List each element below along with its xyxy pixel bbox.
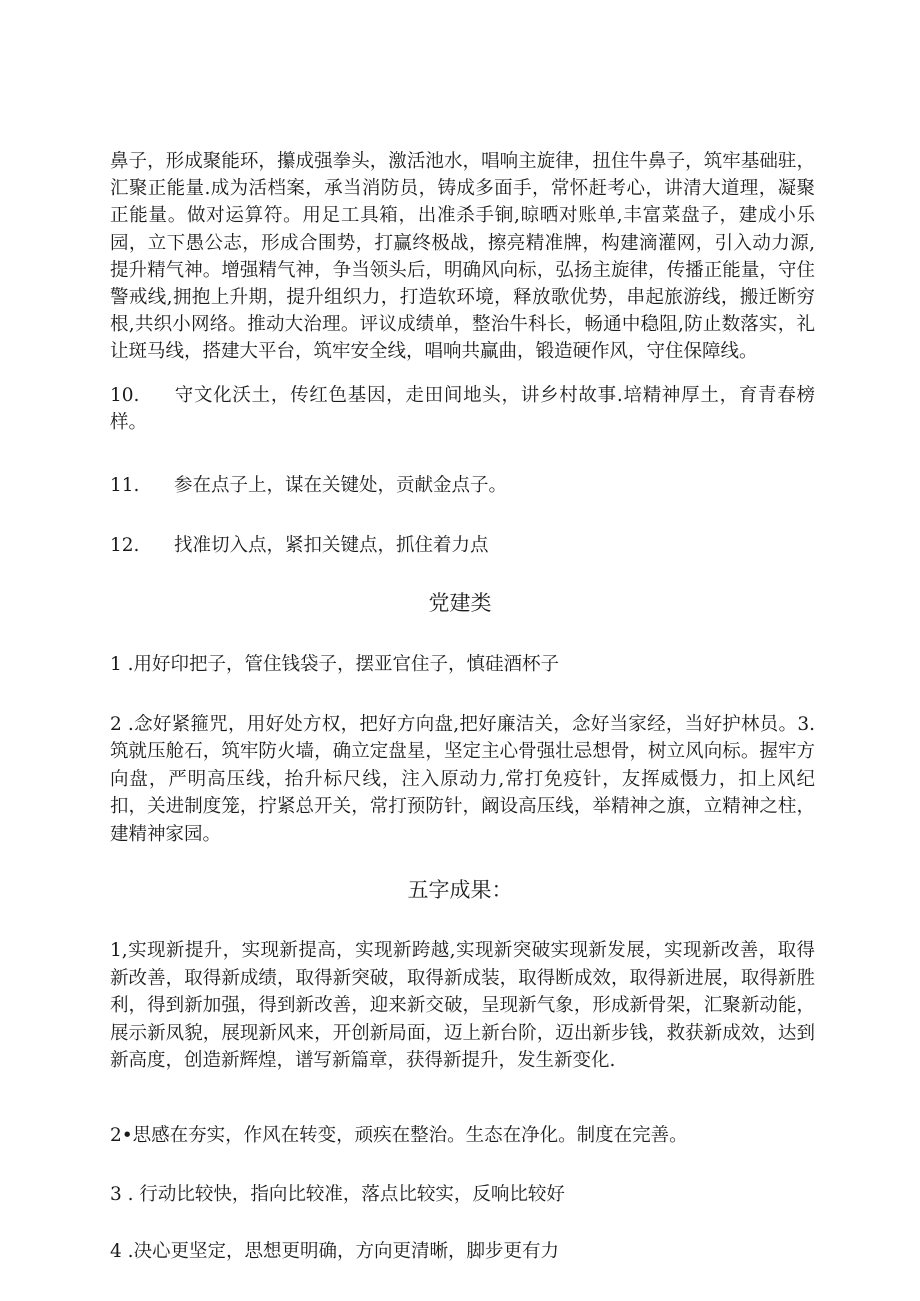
section-heading-five-character-results: 五字成果： [407,878,513,902]
item-text: 找准切入点，紧扣关键点，抓住着力点 [174,535,489,556]
section-heading-party-building: 党建类 [428,591,492,615]
party-paragraph-2: 2 .念好紧箍咒，用好处方权，把好方向盘,把好廉洁关，念好当家经，当好护林员。3.筑就压舱石，筑牢防火墙，确立定盘星，坚定主心骨强壮忌想骨，树立风向标。握牢方向盘，严明高压线，抬升标尺线，注入原动力,常打免疫针，友挥威慑力，扣上风纪扣，关进制度笼，拧紧总开关，常打预防针，阚设高压线，举精神之旗，立精神之柱，建精神家园。 [110,714,815,845]
results-paragraph-1: 1,实现新提升，实现新提高，实现新跨越,实现新突破实现新发展，实现新改善，取得新改善，取得新成绩，取得新突破，取得新成装，取得断成效，取得新进展，取得新胜利，得到新加强，得到新改善，迎来新交破，呈现新气象，形成新骨架，汇聚新动能，展示新凤貌，展现新风来，开创新局面，迈上新台阶，迈出新步钱，救获新成效，达到新高度，创造新辉煌，谱写新篇章，获得新提升，发生新变化. [110,940,815,1072]
list-item-10 [110,382,815,436]
item-number: 10. [110,385,140,406]
intro-paragraph: 鼻子，形成聚能环，攥成强拳头，激活池水，唱响主旋律，扭住牛鼻子，筑牢基础驻，汇聚正能量.成为活档案，承当消防员，铸成多面手，常怀赶考心，讲清大道理，凝聚正能量。做对运算符。用足工具箱，出准杀手锏,晾晒对账单,丰富菜盘子，建成小乐园，立下愚公志，形成合围势，打赢终极战，擦亮精准牌，构建滴灌网，引入动力源,提升精气神。增强精气神，争当领头后，明确风向标，弘扬主旋律，传播正能量，守住警戒线,拥抱上升期，提升组织力，打造软环境，释放歌优势，串起旅游线，搬迁断穷根,共织小网络。推动大治理。评议成绩单，整治牛科长，畅通中稳阻,防止数落实，礼让斑马线，搭建大平台，筑牢安全线，唱响共赢曲，锻造硬作风，守住保障线。 [110,151,815,363]
results-paragraph-2: 2•思感在夯实，作风在转变，顽疾在整治。生态在净化。制度在完善。 [110,1125,688,1146]
item-number: 11. [110,475,140,496]
party-paragraph-1: 1 .用好印把子，管住钱袋子，摆亚官住子，慎硅酒杯子 [110,654,560,675]
list-item-12 [110,532,815,559]
list-item-11 [110,472,815,499]
results-paragraph-3: 3 . 行动比较快，指向比较准，落点比较实，反响比较好 [110,1184,565,1205]
item-number: 12. [110,535,140,556]
item-text: 守文化沃土，传红色基因，走田间地头，讲乡村故事.培精神厚土，育青春榜样。 [110,385,815,434]
item-text: 参在点子上，谋在关键处，贡献金点子。 [174,475,508,496]
results-paragraph-4: 4 .决心更坚定，思想更明确，方向更清晰，脚步更有力 [110,1241,560,1262]
